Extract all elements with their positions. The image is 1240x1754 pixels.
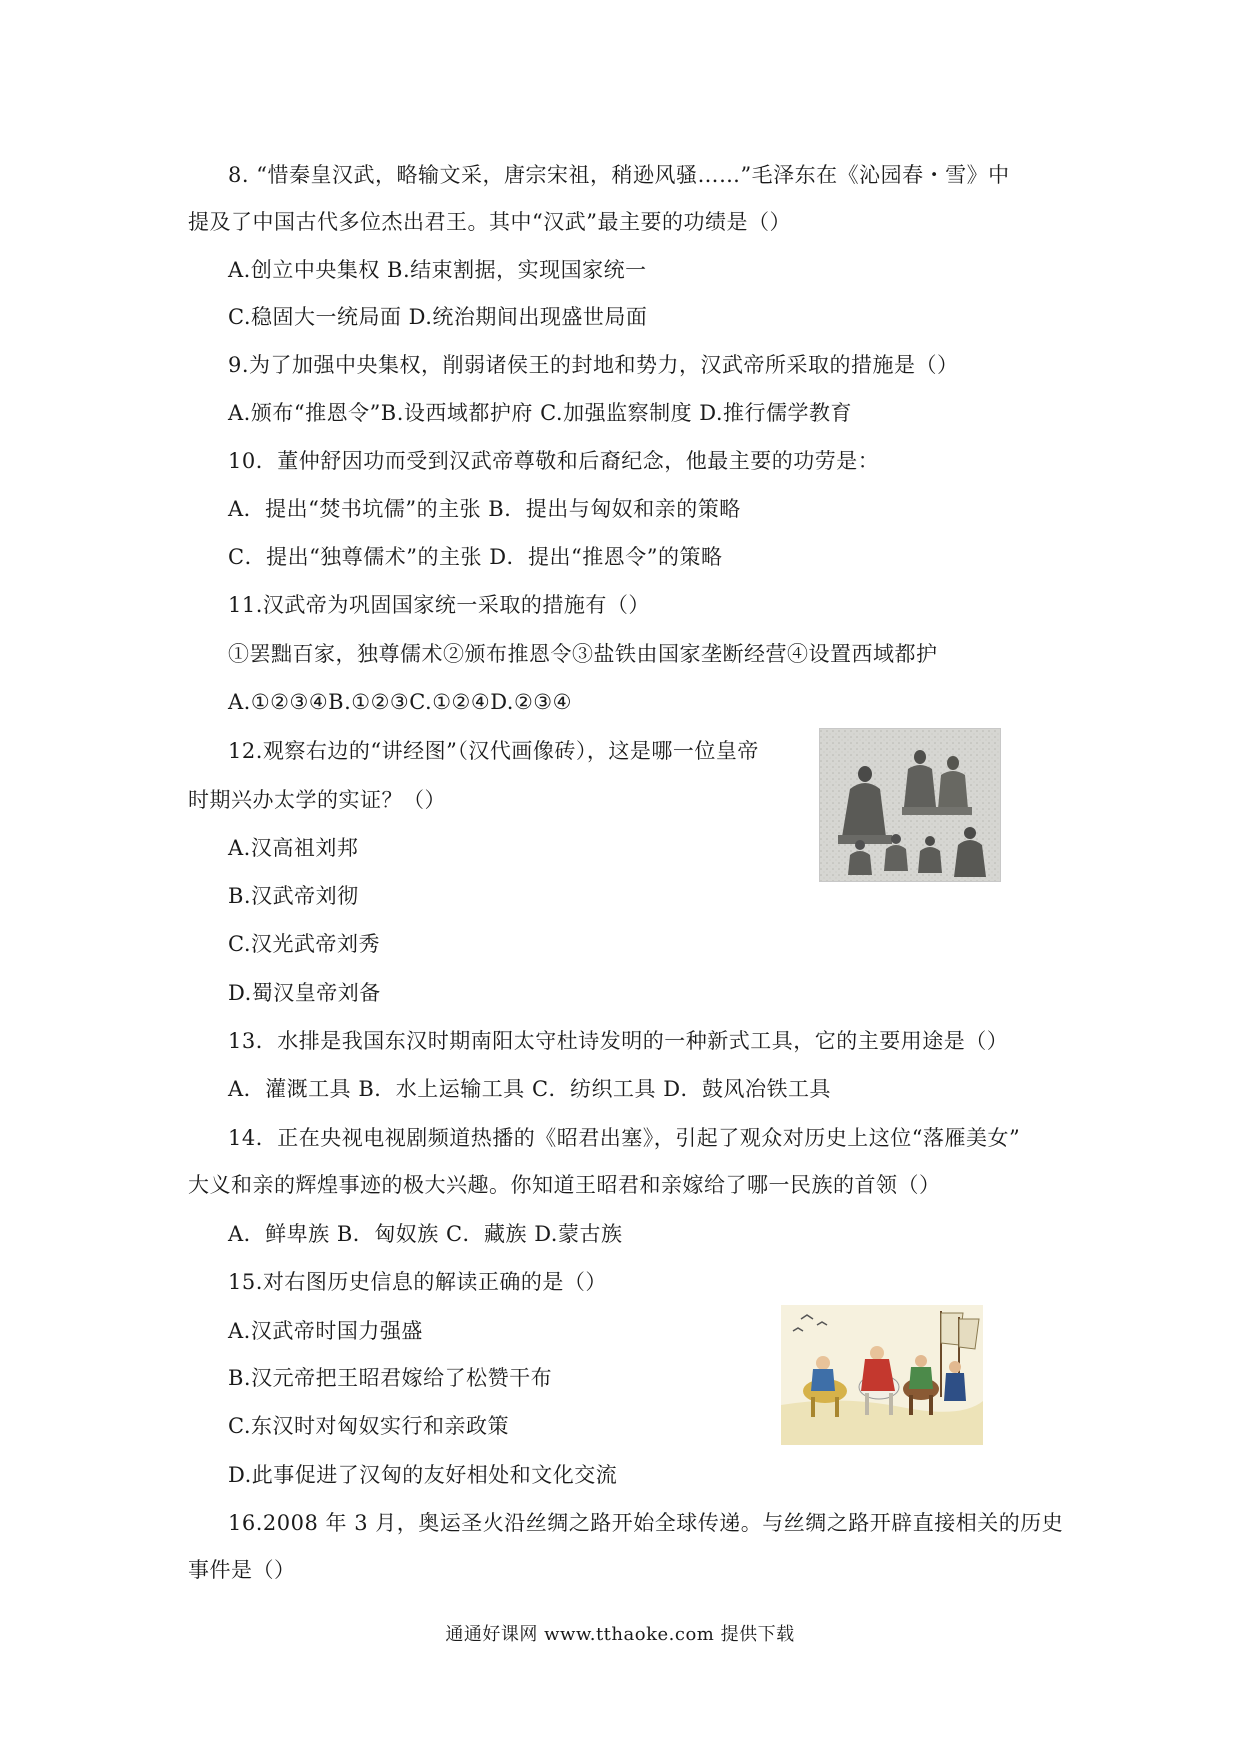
q12-option-b: B.汉武帝刘彻: [228, 884, 359, 908]
q8-stem-line1: 8. “惜秦皇汉武，略输文采，唐宗宋祖，稍逊风骚……”毛泽东在《沁园春・雪》中: [228, 163, 1010, 187]
lecture-relief-drawing: [820, 729, 1000, 881]
q12-stem-line1: 12.观察右边的“讲经图”（汉代画像砖），这是哪一位皇帝: [228, 739, 759, 763]
q14-stem-line1: 14．正在央视电视剧频道热播的《昭君出塞》，引起了观众对历史上这位“落雁美女”: [228, 1126, 1021, 1150]
q11-items: ①罢黜百家，独尊儒术②颁布推恩令③盐铁由国家垄断经营④设置西域都护: [228, 642, 938, 666]
q8-options-ab: A.创立中央集权 B.结束割据，实现国家统一: [228, 258, 647, 282]
page-footer: 通通好课网 www.tthaoke.com 提供下载: [445, 1624, 795, 1645]
q8-stem-line2: 提及了中国古代多位杰出君王。其中“汉武”最主要的功绩是（）: [188, 210, 791, 234]
lecture-relief-image: [819, 728, 1001, 882]
q12-option-d: D.蜀汉皇帝刘备: [228, 981, 381, 1005]
q15-option-b: B.汉元帝把王昭君嫁给了松赞干布: [228, 1366, 553, 1390]
zhaojun-procession-drawing: [781, 1305, 983, 1445]
q16-stem-line1: 16.2008 年 3 月，奥运圣火沿丝绸之路开始全球传递。与丝绸之路开辟直接相关的历史: [228, 1511, 1064, 1535]
q15-option-c: C.东汉时对匈奴实行和亲政策: [228, 1414, 509, 1438]
q10-stem: 10．董仲舒因功而受到汉武帝尊敬和后裔纪念，他最主要的功劳是：: [228, 449, 880, 473]
q12-option-a: A.汉高祖刘邦: [228, 836, 359, 860]
q14-options: A．鲜卑族 B．匈奴族 C．藏族 D.蒙古族: [228, 1222, 623, 1246]
q14-stem-line2: 大义和亲的辉煌事迹的极大兴趣。你知道王昭君和亲嫁给了哪一民族的首领（）: [188, 1173, 941, 1197]
q15-option-d: D.此事促进了汉匈的友好相处和文化交流: [228, 1463, 618, 1487]
q11-stem: 11.汉武帝为巩固国家统一采取的措施有（）: [228, 593, 650, 617]
q11-options: A.①②③④B.①②③C.①②④D.②③④: [228, 690, 572, 714]
q15-stem: 15.对右图历史信息的解读正确的是（）: [228, 1270, 607, 1294]
q10-options-cd: C．提出“独尊儒术”的主张 D．提出“推恩令”的策略: [228, 545, 723, 569]
q15-option-a: A.汉武帝时国力强盛: [228, 1319, 423, 1343]
q12-option-c: C.汉光武帝刘秀: [228, 932, 380, 956]
q16-stem-line2: 事件是（）: [188, 1558, 296, 1582]
zhaojun-procession-image: [781, 1305, 983, 1445]
q12-stem-line2: 时期兴办太学的实证？（）: [188, 788, 446, 812]
q13-options: A．灌溉工具 B．水上运输工具 C．纺织工具 D．鼓风冶铁工具: [228, 1077, 832, 1101]
q9-stem: 9.为了加强中央集权，削弱诸侯王的封地和势力，汉武帝所采取的措施是（）: [228, 353, 959, 377]
q8-options-cd: C.稳固大一统局面 D.统治期间出现盛世局面: [228, 305, 648, 329]
q13-stem: 13．水排是我国东汉时期南阳太守杜诗发明的一种新式工具，它的主要用途是（）: [228, 1029, 1009, 1053]
q10-options-ab: A．提出“焚书坑儒”的主张 B．提出与匈奴和亲的策略: [228, 497, 741, 521]
q9-options: A.颁布“推恩令”B.设西域都护府 C.加强监察制度 D.推行儒学教育: [228, 401, 853, 425]
